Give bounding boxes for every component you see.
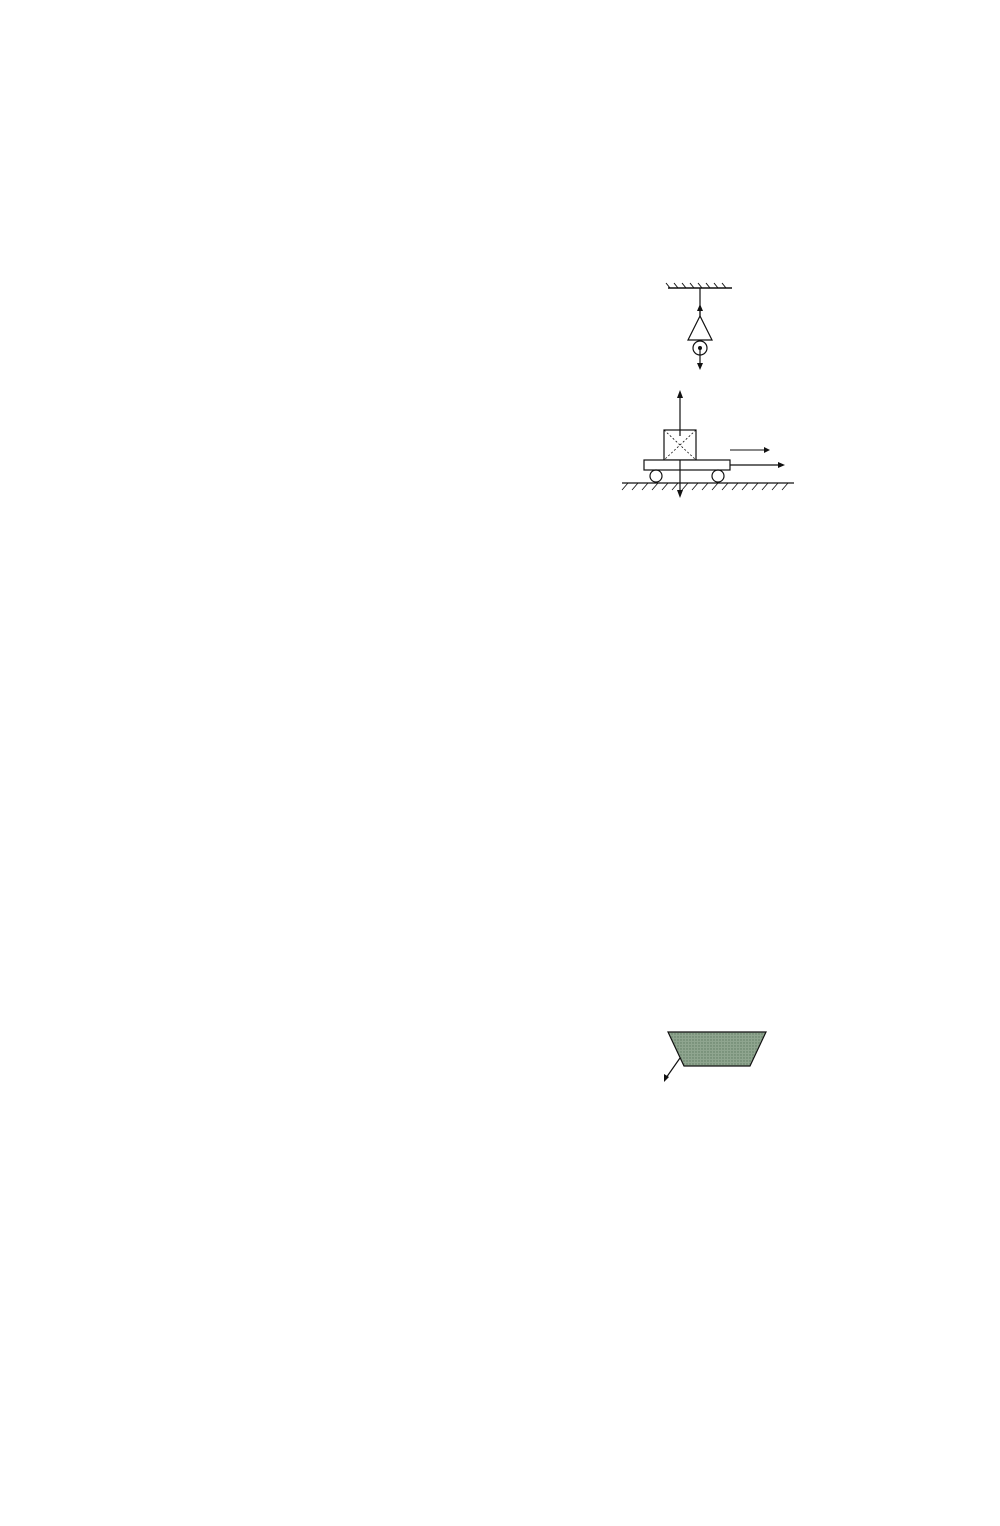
figure-18-cart — [618, 386, 798, 506]
figure-16-container — [662, 1030, 772, 1086]
figure-17-pulley — [660, 282, 740, 382]
watermark-logo — [808, 1410, 988, 1520]
